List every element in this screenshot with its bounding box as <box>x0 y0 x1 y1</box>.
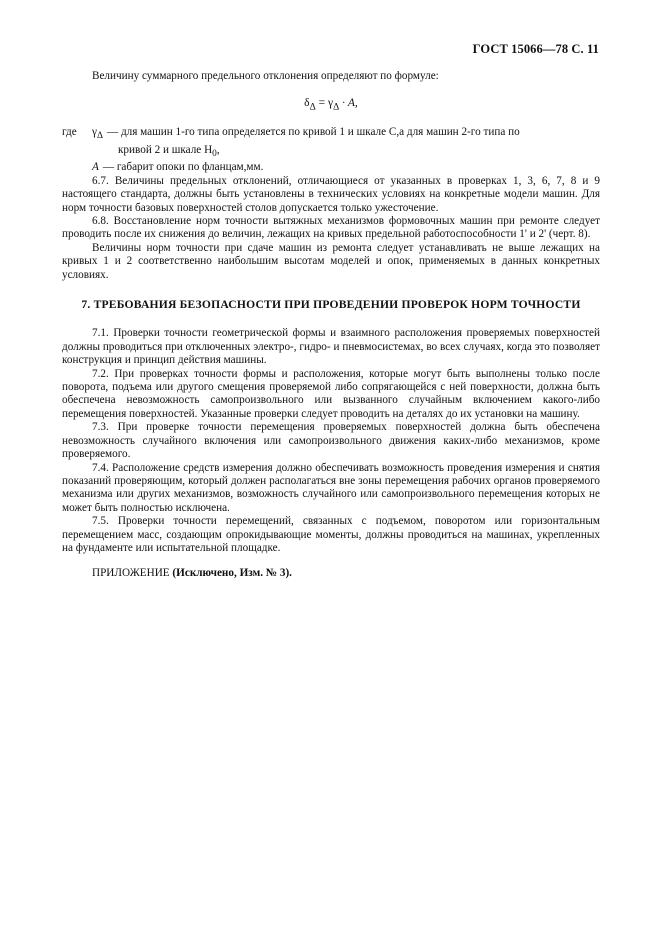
formula-delta-sub: Δ <box>309 101 316 113</box>
formula-eq: = <box>315 97 329 110</box>
definition-a-text: — габарит опоки по фланцам,мм. <box>102 161 264 174</box>
definition-a-symbol: A <box>92 161 99 174</box>
paragraph-7-3: 7.3. При проверке точности перемещения проверяемых поверхностей должна быть обеспечена невозможность случайного включения или самопроизвольного движения каких-либо механизмов, кроме проверяемого. <box>62 421 600 461</box>
paragraph-7-1: 7.1. Проверки точности геометрической формы и взаимного расположения проверяемых поверхностей должны проводиться при отключенных электро-, гидро- и пневмосистемах, во всех случаях, когда это позволяет конструкция и принцип действия машины. <box>62 327 600 367</box>
page-header: ГОСТ 15066—78 С. 11 <box>472 42 599 56</box>
formula-gamma-sub: Δ <box>333 101 340 113</box>
paragraph-7-5: 7.5. Проверки точности перемещений, связанных с подъемом, поворотом или горизонтальным перемещением масс, создающим опрокидывающие моменты, должны проводиться на машинах, укрепленных на фундаменте или испытательной площадке. <box>62 515 600 554</box>
definition-gamma <box>62 126 600 144</box>
paragraph-6-8: 6.8. Восстановление норм точности вытяжных механизмов формовочных машин при ремонте следует проводить после их снижения до величин, лежащих на кривых предельной работоспособности 1' и 2' (черт. 8). <box>62 215 600 241</box>
appendix-note: ПРИЛОЖЕНИЕ (Исключено, Изм. № 3). <box>92 567 292 580</box>
formula <box>62 97 600 114</box>
formula-gamma: γ <box>328 97 334 110</box>
intro-paragraph: Величину суммарного предельного отклонения определяют по формуле: <box>92 70 439 82</box>
document-body <box>62 70 600 581</box>
definition-gamma-continued: кривой 2 и шкале $H_0$, <box>118 143 220 159</box>
definition-gamma-symbol: $\gamma_\Delta$ <box>92 126 103 142</box>
formula-delta: δ <box>304 97 310 110</box>
definition-a <box>62 161 600 174</box>
definition-where: где <box>62 126 77 139</box>
paragraph-6-7: 6.7. Величины предельных отклонений, отличающиеся от указанных в проверках 1, 3, 6, 7, 8 и 9 настоящего стандарта, должны быть установлены в технических условиях на конкретные модели машин. Для норм точности базовых поверхностей столов допускается только ужесточение. <box>62 174 600 214</box>
paragraph-repair-norms: Величины норм точности при сдаче машин из ремонта следует устанавливать не выше лежащих на кривых 1 и 2 соответственно наибольшим высотам моделей и опок, применяемых в данных конкретных условиях. <box>62 241 600 281</box>
formula-rest: · A, <box>339 97 358 110</box>
definitions <box>62 126 600 175</box>
section-title: 7. ТРЕБОВАНИЯ БЕЗОПАСНОСТИ ПРИ ПРОВЕДЕНИИ ПРОВЕРОК НОРМ ТОЧНОСТИ <box>81 298 581 312</box>
definition-gamma-text: — для машин 1-го типа определяется по кривой 1 и шкале C,а для машин 2-го типа по <box>106 126 520 139</box>
paragraph-7-4: 7.4. Расположение средств измерения должно обеспечивать возможность проведения измерения и снятия показаний проверяющим, который должен располагаться вне зоны перемещения рабочих органов проверяемого механизма или других механизмов, возможность случайного или самопроизвольного перемещения которых не может быть полностью исключена. <box>62 461 600 514</box>
paragraph-7-2: 7.2. При проверках точности формы и расположения, которые могут быть выполнены только после поворота, подъема или другого смещения проверяемой либо сопрягающейся с ней поверхности, должна быть обеспечена невозможность самопроизвольного или вызванного случайным включением какого-либо перемещения поверхностей. Указанные проверки следует проводить на деталях до их установки на машину. <box>62 367 600 420</box>
